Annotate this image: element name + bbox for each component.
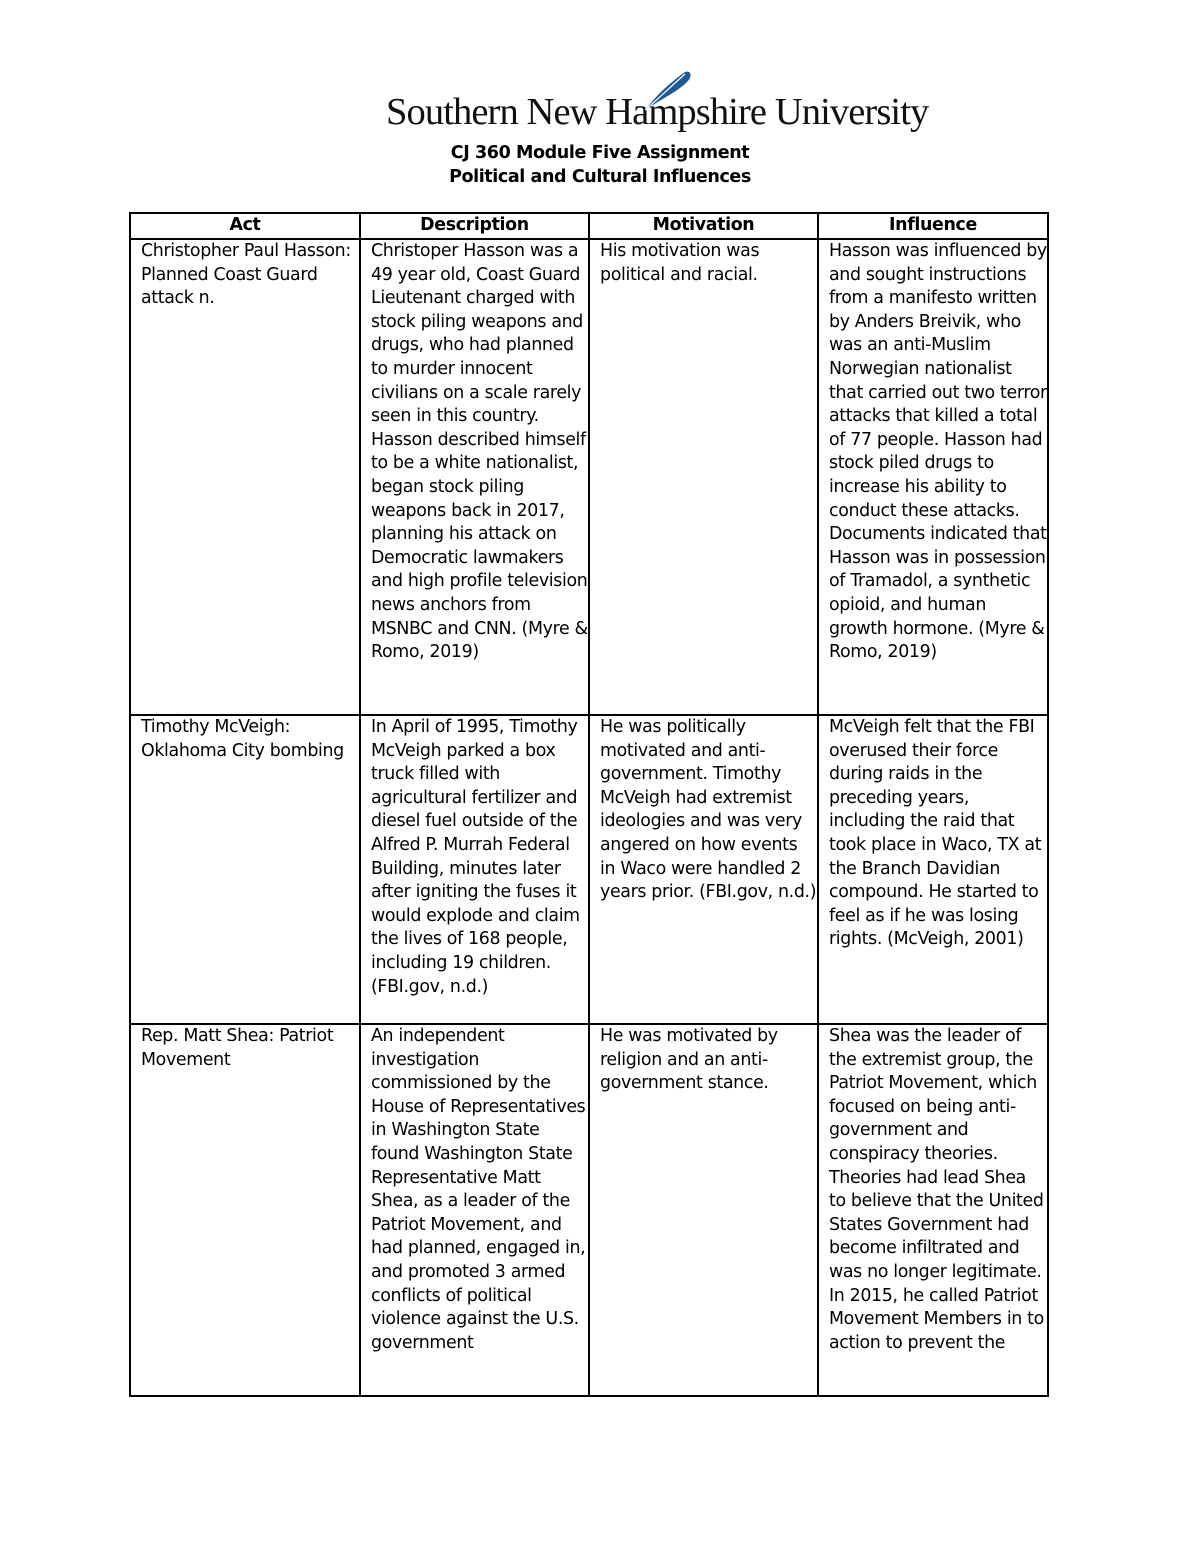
influences-table — [129, 212, 1049, 1397]
table-row — [130, 1024, 1048, 1396]
table-header-row — [130, 213, 1048, 239]
description-text: Christoper Hasson was a 49 year old, Coast Guard Lieutenant charged with stock piling weapons and drugs, who had planned to murder innocent civilians on a scale rarely seen in this country. Hasson described himself to be a white nationalist, began stock piling weapons back in 2017, planning his attack on Democratic lawmakers and high profile television news anchors from MSNBC and CNN. (Myre & Romo, 2019) — [371, 241, 588, 663]
motivation-text: He was politically motivated and anti-government. Timothy McVeigh had extremist ideologies and was very angered on how events in Waco were handled 2 years prior. (FBI.gov, n.d.) — [600, 717, 817, 903]
act-cell — [130, 239, 360, 715]
influence-cell — [818, 239, 1048, 715]
motivation-text: He was motivated by religion and an anti-government stance. — [600, 1026, 778, 1094]
assignment-title: CJ 360 Module Five Assignment — [450, 143, 750, 163]
motivation-cell — [589, 715, 818, 1024]
header-act: Act — [130, 213, 360, 239]
act-text: Christopher Paul Hasson: Planned Coast Guard attack n. — [141, 241, 351, 309]
description-text: An independent investigation commissioned by the House of Representatives in Washington State found Washington State Representative Matt Shea, as a leader of the Patriot Movement, and had planned, engaged in, and promoted 3 armed conflicts of political violence against the U.S. government — [371, 1026, 586, 1353]
motivation-text: His motivation was political and racial. — [600, 241, 760, 285]
description-cell — [360, 239, 589, 715]
act-text: Timothy McVeigh: Oklahoma City bombing — [141, 717, 344, 761]
feather-leaf-icon — [641, 68, 693, 112]
table-row — [130, 239, 1048, 715]
logo-text: Southern New Hampshire University — [386, 91, 929, 133]
motivation-cell — [589, 1024, 818, 1396]
description-cell — [360, 1024, 589, 1396]
header-influence: Influence — [818, 213, 1048, 239]
header-description: Description — [360, 213, 589, 239]
influence-cell — [818, 1024, 1048, 1396]
act-text: Rep. Matt Shea: Patriot Movement — [141, 1026, 334, 1070]
description-text: In April of 1995, Timothy McVeigh parked a box truck filled with agricultural fertilizer and diesel fuel outside of the Alfred P. Murrah Federal Building, minutes later after igniting the fuses it would explode and claim the lives of 168 people, including 19 children. (FBI.gov, n.d.) — [371, 717, 580, 997]
influence-text: McVeigh felt that the FBI overused their force during raids in the preceding years, including the raid that took place in Waco, TX at the Branch Davidian compound. He started to feel as if he was losing rights. (McVeigh, 2001) — [829, 717, 1042, 950]
motivation-cell — [589, 239, 818, 715]
university-logo — [386, 68, 929, 138]
description-cell — [360, 715, 589, 1024]
assignment-subtitle: Political and Cultural Influences — [449, 167, 751, 187]
table-row — [130, 715, 1048, 1024]
influence-text: Hasson was influenced by and sought instructions from a manifesto written by Anders Breivik, who was an anti-Muslim Norwegian nationalist that carried out two terror attacks that killed a total of 77 people. Hasson had stock piled drugs to increase his ability to conduct these attacks. Documents indicated that Hasson was in possession of Tramadol, a synthetic opioid, and human growth hormone. (Myre & Romo, 2019) — [829, 241, 1047, 663]
act-cell — [130, 1024, 360, 1396]
influence-text: Shea was the leader of the extremist group, the Patriot Movement, which focused on being anti-government and conspiracy theories. Theories had lead Shea to believe that the United States Government had become infiltrated and was no longer legitimate. In 2015, he called Patriot Movement Members in to action to prevent the — [829, 1026, 1044, 1353]
header-motivation: Motivation — [589, 213, 818, 239]
act-cell — [130, 715, 360, 1024]
influence-cell — [818, 715, 1048, 1024]
